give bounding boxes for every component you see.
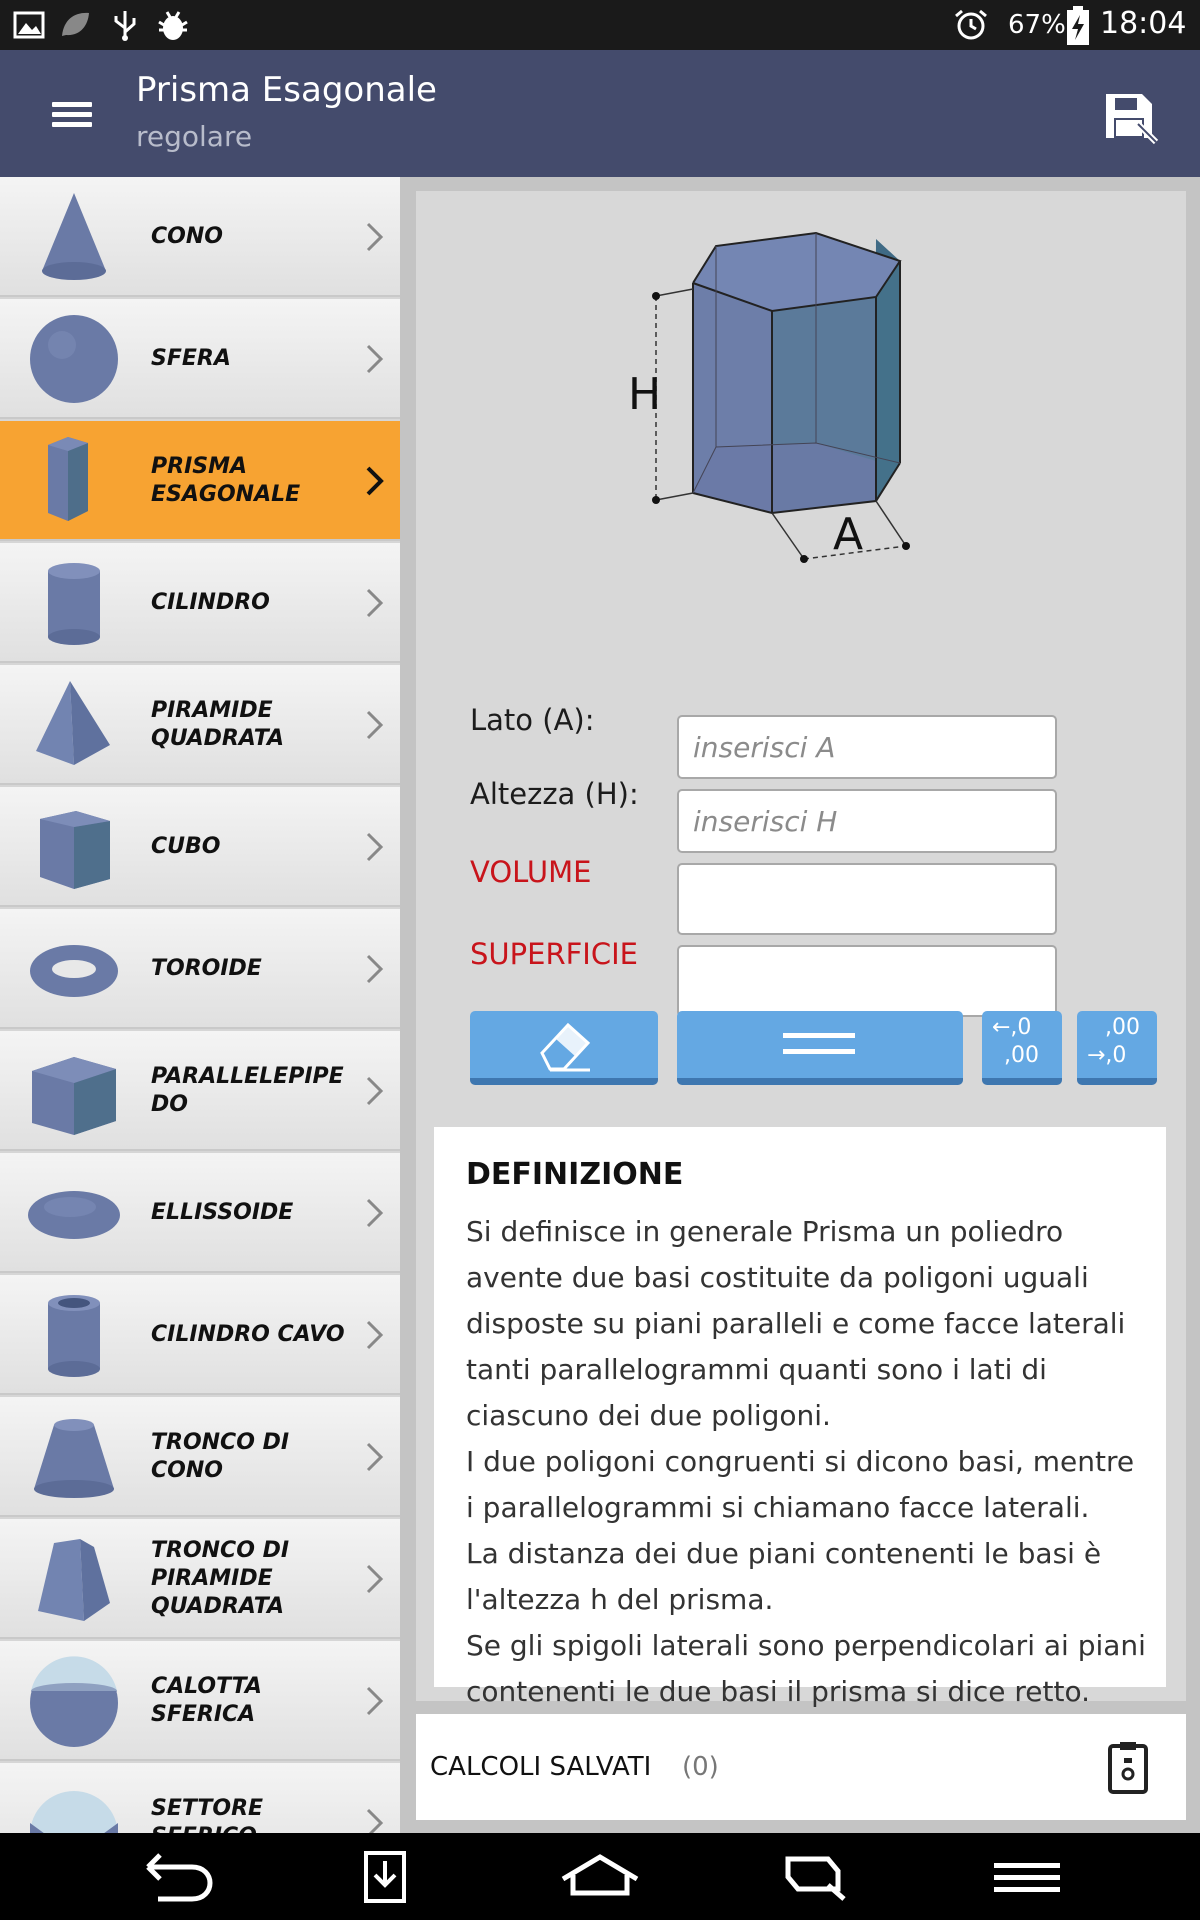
- main-content: [400, 177, 1200, 1833]
- battery-charging-icon: [1066, 6, 1090, 46]
- sidebar-item-sfera[interactable]: [0, 299, 400, 419]
- menu-icon[interactable]: [982, 1845, 1072, 1909]
- sidebar-item-label: CALOTTA SFERICA: [151, 1674, 262, 1727]
- gallery-icon: [12, 8, 46, 42]
- truncated-pyramid-icon: [14, 1529, 134, 1629]
- recents-icon[interactable]: [768, 1845, 858, 1909]
- equals-icon: [781, 1027, 857, 1061]
- leaf-icon: [58, 8, 92, 42]
- sidebar-item-prisma-esagonale[interactable]: [0, 421, 400, 541]
- square-pyramid-icon: [14, 675, 134, 775]
- decrease-decimals-button[interactable]: [982, 1011, 1062, 1085]
- calculate-button[interactable]: [677, 1011, 963, 1085]
- sidebar-item-label: CUBO: [151, 834, 221, 859]
- decrease-decimals-bottom: ,00: [1004, 1043, 1039, 1068]
- volume-output: [677, 863, 1057, 935]
- status-bar: [0, 0, 1200, 50]
- volume-label: VOLUME: [470, 855, 592, 889]
- chevron-right-icon: [364, 221, 386, 253]
- hexagonal-prism-diagram: [628, 211, 988, 631]
- sidebar-item-label: CILINDRO: [151, 590, 270, 615]
- h-label: H: [628, 369, 662, 420]
- chevron-right-icon: [364, 1197, 386, 1229]
- chevron-right-icon: [364, 1685, 386, 1717]
- bug-icon: [156, 8, 190, 42]
- chevron-right-icon: [364, 465, 386, 497]
- app-bar: [0, 50, 1200, 177]
- spherical-cap-icon: [14, 1651, 134, 1751]
- increase-decimals-button[interactable]: [1077, 1011, 1157, 1085]
- alarm-icon: [952, 8, 990, 42]
- save-icon[interactable]: [1098, 84, 1162, 148]
- clear-button[interactable]: [470, 1011, 658, 1085]
- sidebar-item-parallelepipe-do[interactable]: [0, 1031, 400, 1151]
- clipboard-icon[interactable]: [1106, 1740, 1150, 1794]
- hollow-cylinder-icon: [14, 1285, 134, 1385]
- height-input[interactable]: inserisci H: [677, 789, 1057, 853]
- home-icon[interactable]: [555, 1845, 645, 1909]
- decrease-decimals-top: ←,0: [992, 1015, 1032, 1040]
- height-label: Altezza (H):: [470, 777, 639, 811]
- increase-decimals-bottom: →,0: [1087, 1043, 1127, 1068]
- saved-calculations-count: (0): [682, 1752, 719, 1782]
- side-label: Lato (A):: [470, 703, 595, 737]
- chevron-right-icon: [364, 1075, 386, 1107]
- sidebar-item-toroide[interactable]: [0, 909, 400, 1029]
- ellipsoid-icon: [14, 1163, 134, 1263]
- sidebar-item-label: ELLISSOIDE: [151, 1200, 294, 1225]
- sidebar-item-tronco-di-cono[interactable]: [0, 1397, 400, 1517]
- eraser-icon: [534, 1017, 596, 1073]
- truncated-cone-icon: [14, 1407, 134, 1507]
- sidebar-item-label: SFERA: [151, 346, 231, 371]
- chevron-right-icon: [364, 343, 386, 375]
- page-subtitle: regolare: [136, 120, 253, 153]
- increase-decimals-top: ,00: [1105, 1015, 1140, 1040]
- chevron-right-icon: [364, 953, 386, 985]
- usb-icon: [108, 8, 142, 42]
- sidebar-item-piramide-quadrata[interactable]: [0, 665, 400, 785]
- sidebar-item-tronco-di-piramide-quadrata[interactable]: [0, 1519, 400, 1639]
- definition-text: Si definisce in generale Prisma un poliedro avente due basi costituite da poligoni uguali disposte su piani paralleli e come facce laterali tanti parallelogrammi quanti sono i lati di ciascuno dei due poligoni. I due poligoni congruenti si dicono basi, mentre i parallelogrammi si chiamano facce laterali. La distanza dei due piani contenenti le basi è l'altezza h del prisma. Se gli spigoli laterali sono perpendicolari ai piani contenenti le due basi il prisma si dice retto.: [466, 1215, 1146, 1708]
- definition-card: [434, 1127, 1166, 1708]
- sidebar-item-label: SETTORE: [151, 1796, 264, 1821]
- chevron-right-icon: [364, 1441, 386, 1473]
- sidebar-item-label: CILINDRO CAVO: [151, 1322, 345, 1347]
- sidebar-item-label: TOROIDE: [151, 956, 262, 981]
- sidebar-item-label: TRONCO DI CONO: [151, 1430, 290, 1483]
- hexagonal-prism-icon: [14, 431, 134, 531]
- chevron-right-icon: [364, 831, 386, 863]
- sidebar-item-label: PIRAMIDE QUADRATA: [151, 698, 285, 751]
- cylinder-icon: [14, 553, 134, 653]
- sidebar-item-cono[interactable]: [0, 177, 400, 297]
- saved-calculations-label: CALCOLI SALVATI: [430, 1752, 652, 1782]
- navigation-bar: [0, 1833, 1200, 1920]
- sidebar-item-ellissoide[interactable]: [0, 1153, 400, 1273]
- hamburger-menu-icon[interactable]: [40, 86, 104, 142]
- page-title: Prisma Esagonale: [136, 70, 437, 110]
- sidebar-item-cilindro-cavo[interactable]: [0, 1275, 400, 1395]
- back-icon[interactable]: [130, 1845, 220, 1909]
- sidebar-item-label: PARALLELEPIPE DO: [151, 1064, 344, 1117]
- download-icon[interactable]: [340, 1845, 430, 1909]
- chevron-right-icon: [364, 1563, 386, 1595]
- sidebar-item-label: PRISMA ESAGONALE: [151, 454, 301, 507]
- surface-label: SUPERFICIE: [470, 937, 638, 971]
- surface-output: [677, 945, 1057, 1017]
- chevron-right-icon: [364, 709, 386, 741]
- chevron-right-icon: [364, 1319, 386, 1351]
- sidebar-item-cubo[interactable]: [0, 787, 400, 907]
- clock: 18:04: [1100, 6, 1187, 41]
- sidebar-item-cilindro[interactable]: [0, 543, 400, 663]
- sidebar-item-label: CONO: [151, 224, 223, 249]
- cuboid-icon: [14, 1041, 134, 1141]
- cube-icon: [14, 797, 134, 897]
- sidebar-item-label: TRONCO DI PIRAMIDE QUADRATA: [151, 1538, 290, 1619]
- cone-icon: [14, 187, 134, 287]
- sphere-icon: [14, 309, 134, 409]
- sidebar-item-calotta-sferica[interactable]: [0, 1641, 400, 1761]
- a-label: A: [833, 509, 864, 560]
- chevron-right-icon: [364, 587, 386, 619]
- saved-calculations-bar[interactable]: [416, 1714, 1186, 1820]
- definition-title: DEFINIZIONE: [466, 1157, 684, 1192]
- side-input[interactable]: inserisci A: [677, 715, 1057, 779]
- shape-list[interactable]: [0, 177, 400, 1833]
- battery-percent: 67%: [1008, 10, 1066, 40]
- torus-icon: [14, 919, 134, 1019]
